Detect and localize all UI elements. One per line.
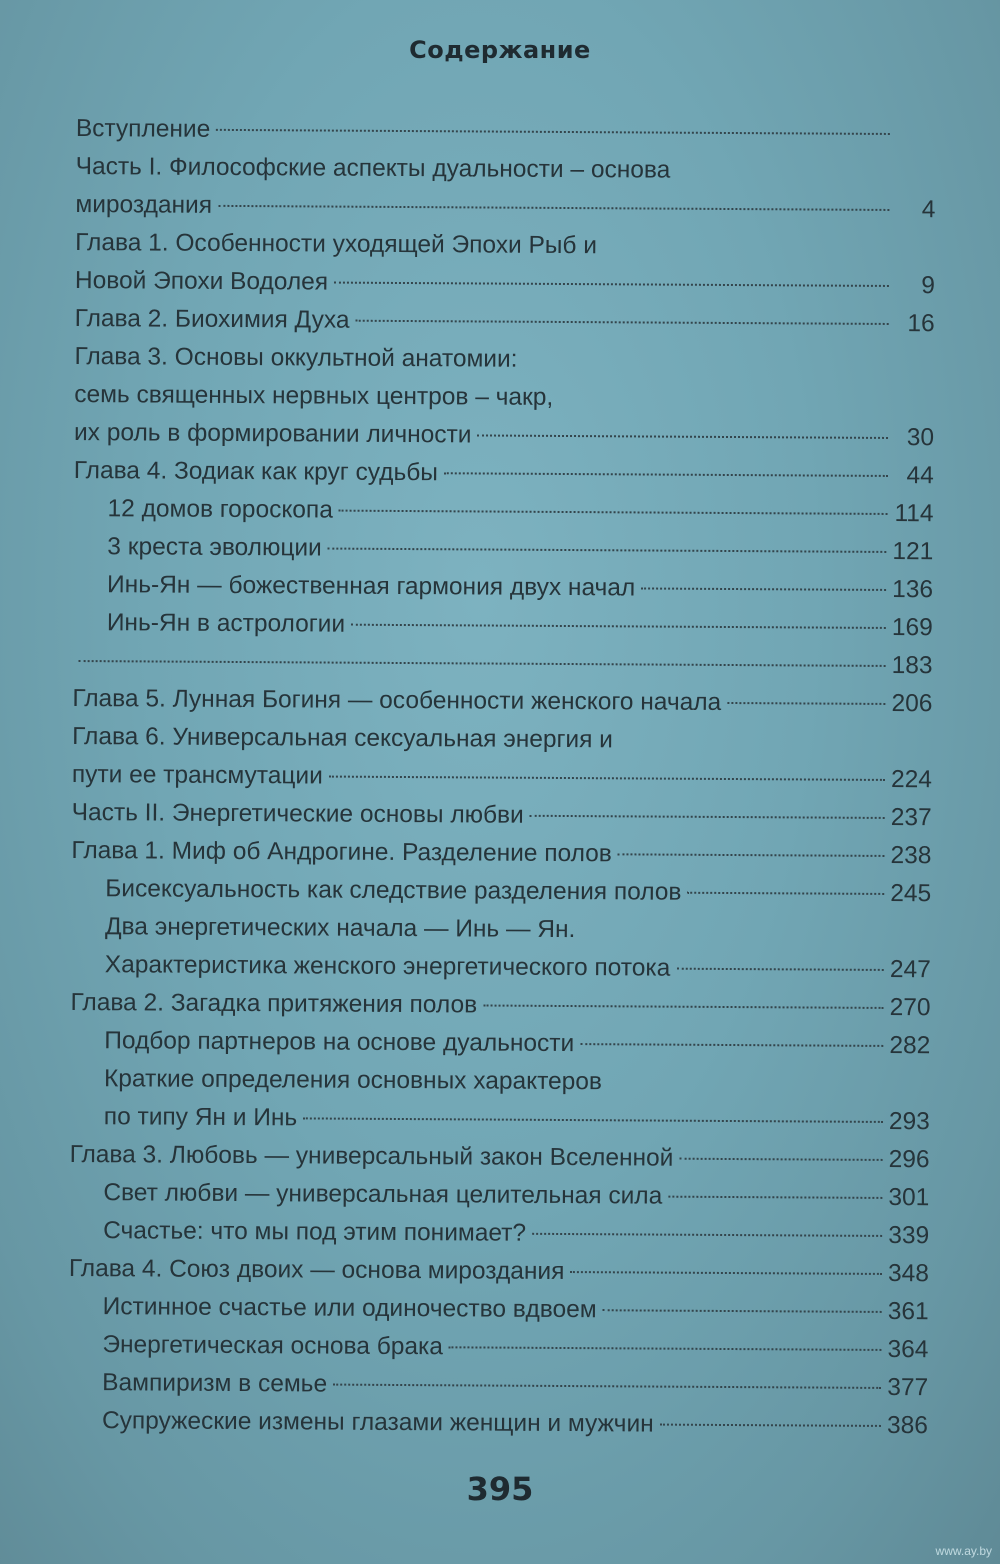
toc-entry-line [76,110,936,153]
toc-entry-row [102,1402,928,1445]
toc-entry-page: 4 [921,196,936,224]
toc-entry-line [73,528,933,571]
dot-leader [449,1346,882,1351]
toc-entry-title: Новой Эпохи Водолея [74,266,329,296]
dot-leader [328,548,887,553]
toc-entry-title: Глава 2. Биохимия Духа [74,304,350,334]
toc-entry-page: 339 [888,1221,930,1250]
dot-leader [351,624,886,629]
toc-entry-row [102,1364,928,1407]
dot-leader [668,1196,882,1199]
toc-entry-row [73,642,933,685]
toc-entry-page: 247 [889,955,931,984]
dot-leader [483,1005,884,1009]
dot-leader [329,776,885,781]
dot-leader [532,1233,882,1237]
toc-entry-page: 301 [888,1183,930,1212]
dot-leader [218,205,889,211]
toc-entry-page: 361 [887,1297,929,1326]
toc-entry-line [69,1250,929,1293]
toc-entry-page: 270 [889,993,931,1022]
toc-entry-title: Глава 3. Любовь — универсальный закон Вселенной [69,1140,674,1172]
toc-entry-page: 121 [892,537,934,566]
dot-leader [79,660,886,667]
toc-entry-page: 293 [888,1107,930,1136]
toc-entry-title: их роль в формировании личности [73,418,472,449]
toc-entry-title: Супружеские измены глазами женщин и мужчин [101,1407,654,1438]
toc-entry-row [107,604,933,647]
toc-entry-row [105,870,931,913]
toc-entry-page: 377 [887,1373,929,1402]
toc-entry-line [70,1098,930,1141]
toc-entry-page: 114 [894,500,934,528]
toc-entry-row [75,300,935,343]
toc-entry-line [74,338,934,381]
toc-entry-page: 206 [891,689,933,718]
toc-entry-title: мироздания [75,190,213,219]
toc-entry-title: Глава 6. Универсальная сексуальная энергия и [72,722,613,754]
dot-leader [676,968,884,971]
toc-entry-line [70,1060,930,1103]
toc-entry-line [73,642,933,685]
toc-entry-row [104,1098,930,1141]
toc-entry-page: 30 [906,424,935,452]
toc-entry-title: 3 креста эволюции [107,533,322,562]
toc-entry-row [70,1136,930,1179]
toc-entry-title: 12 домов гороскопа [107,495,333,524]
toc-entry-line [74,376,934,419]
toc-entry-row [103,1288,929,1331]
toc-entry-page: 136 [892,575,934,604]
toc-entry-row [69,1250,929,1293]
dot-leader [216,129,890,135]
toc-entry-page: 237 [890,803,932,832]
toc-entry-title: Глава 4. Союз двоих — основа мироздания [68,1254,565,1286]
toc-entry-row [71,832,931,875]
toc-entry-page: 348 [887,1259,929,1288]
dot-leader [303,1117,883,1123]
toc-entry-page: 16 [907,310,935,338]
toc-entry-row [75,186,935,229]
toc-entry-title: Глава 1. Особенности уходящей Эпохи Рыб и [75,228,598,260]
toc-entry-page: 183 [891,651,933,680]
toc-entry-page: 238 [890,841,932,870]
toc-entry-row [105,946,931,989]
toc-entry-title: Инь-Ян в астрологии [106,609,346,638]
toc-entry-title: Подбор партнеров на основе дуальности [104,1027,575,1058]
toc-entry-page: 9 [921,272,936,300]
toc-entry-line [73,490,933,533]
toc-entry-row [72,794,932,837]
dot-leader [687,892,884,895]
toc-entry-title: пути ее трансмутации [71,760,323,790]
toc-entry-row [107,528,933,571]
toc-entry-line [70,1022,930,1065]
toc-entry-page: 245 [890,879,932,908]
toc-entry-line [75,186,935,229]
dot-leader [530,815,885,819]
toc-entry-line [72,756,932,799]
toc-entry-title: Глава 1. Миф об Андрогине. Разделение полов [71,836,612,868]
dot-leader [603,1309,882,1313]
toc-entry-title: Истинное счастье или одиночество вдвоем [102,1293,597,1324]
dot-leader [679,1158,882,1161]
toc-entry-line [75,262,935,305]
toc-entry-line [74,452,934,495]
dot-leader [334,282,889,287]
toc-entry-line [71,832,931,875]
dot-leader [444,472,888,477]
toc-entry-title: Энергетическая основа брака [102,1331,444,1361]
toc-entry-page: 44 [906,462,934,490]
toc-entry-line [69,1212,929,1255]
dot-leader [618,853,885,857]
toc-entry-row [70,984,930,1027]
page-title: Содержание [409,36,591,64]
toc-entry-row [74,414,934,457]
toc-entry-title: Глава 5. Лунная Богиня — особенности женского начала [72,684,722,716]
toc-entry-page: 386 [887,1411,929,1440]
toc-entry-line [71,870,931,913]
dot-leader [580,1043,883,1047]
toc-entry-line [73,604,933,647]
toc-entry-line [75,224,935,267]
toc-entry-title: Характеристика женского энергетического потока [104,951,671,982]
dot-leader [641,587,886,590]
toc-entry-line [69,1174,929,1217]
toc-entry-row [103,1212,929,1255]
toc-entry-row [104,1022,930,1065]
dot-leader [660,1424,881,1427]
toc-entry-title: Часть II. Энергетические основы любви [71,798,524,829]
toc-entry-title: Бисексуальность как следствие разделения полов [105,875,682,906]
toc-entry-title: Вступление [75,114,211,143]
toc-entry-page: 364 [887,1335,929,1364]
toc-entry-title: Краткие определения основных характеров [104,1065,603,1096]
toc-entry-page: 224 [890,765,933,794]
dot-leader [339,510,888,515]
toc-entry-title: Свет любви — универсальная целительная сила [103,1179,663,1210]
toc-entry-page: 282 [889,1031,931,1060]
toc-entry-row [75,262,935,305]
dot-leader [333,1384,881,1389]
toc-entry-line [75,300,935,343]
toc-entry-title: по типу Ян и Инь [103,1103,298,1132]
toc-entry-line [70,984,930,1027]
table-of-contents [68,110,936,1445]
toc-entry-line [71,946,931,989]
toc-entry-page: 296 [888,1145,930,1174]
toc-entry-title: Глава 4. Зодиак как круг судьбы [73,456,438,487]
toc-entry-row [76,110,936,153]
toc-entry-title: Глава 3. Основы оккультной анатомии: [74,342,518,373]
toc-entry-line [76,148,936,191]
toc-entry-line [74,414,934,457]
toc-entry-title: Часть I. Философские аспекты дуальности – основа [75,152,671,184]
toc-entry-row [102,1326,928,1369]
watermark: www.ay.by [935,1544,992,1558]
toc-entry-line [68,1402,928,1445]
toc-entry-line [69,1288,929,1331]
toc-entry-line [72,680,932,723]
toc-entry-title: Инь-Ян — божественная гармония двух начал [107,571,636,602]
toc-entry-title: Два энергетических начала — Инь — Ян. [104,913,576,944]
page-number: 395 [466,1470,534,1508]
toc-entry-row [107,490,933,533]
dot-leader [477,434,888,439]
toc-entry-row [72,680,932,723]
toc-entry-line [68,1326,928,1369]
toc-entry-page: 169 [891,613,933,642]
toc-entry-title: Глава 2. Загадка притяжения полов [70,988,478,1019]
toc-entry-row [107,566,933,609]
dot-leader [356,320,889,325]
toc-entry-line [71,908,931,951]
toc-entry-title: Вампиризм в семье [102,1369,328,1398]
toc-entry-row [74,452,934,495]
toc-entry-line [73,566,933,609]
dot-leader [727,702,885,705]
toc-entry-row [72,756,932,799]
toc-entry-title: семь священных нервных центров – чакр, [74,380,554,411]
toc-entry-line [72,718,932,761]
toc-entry-line [68,1364,928,1407]
toc-entry-line [70,1136,930,1179]
dot-leader [570,1271,882,1275]
toc-entry-line [72,794,932,837]
toc-entry-title: Счастье: что мы под этим понимает? [103,1217,527,1247]
toc-entry-row [103,1174,929,1217]
